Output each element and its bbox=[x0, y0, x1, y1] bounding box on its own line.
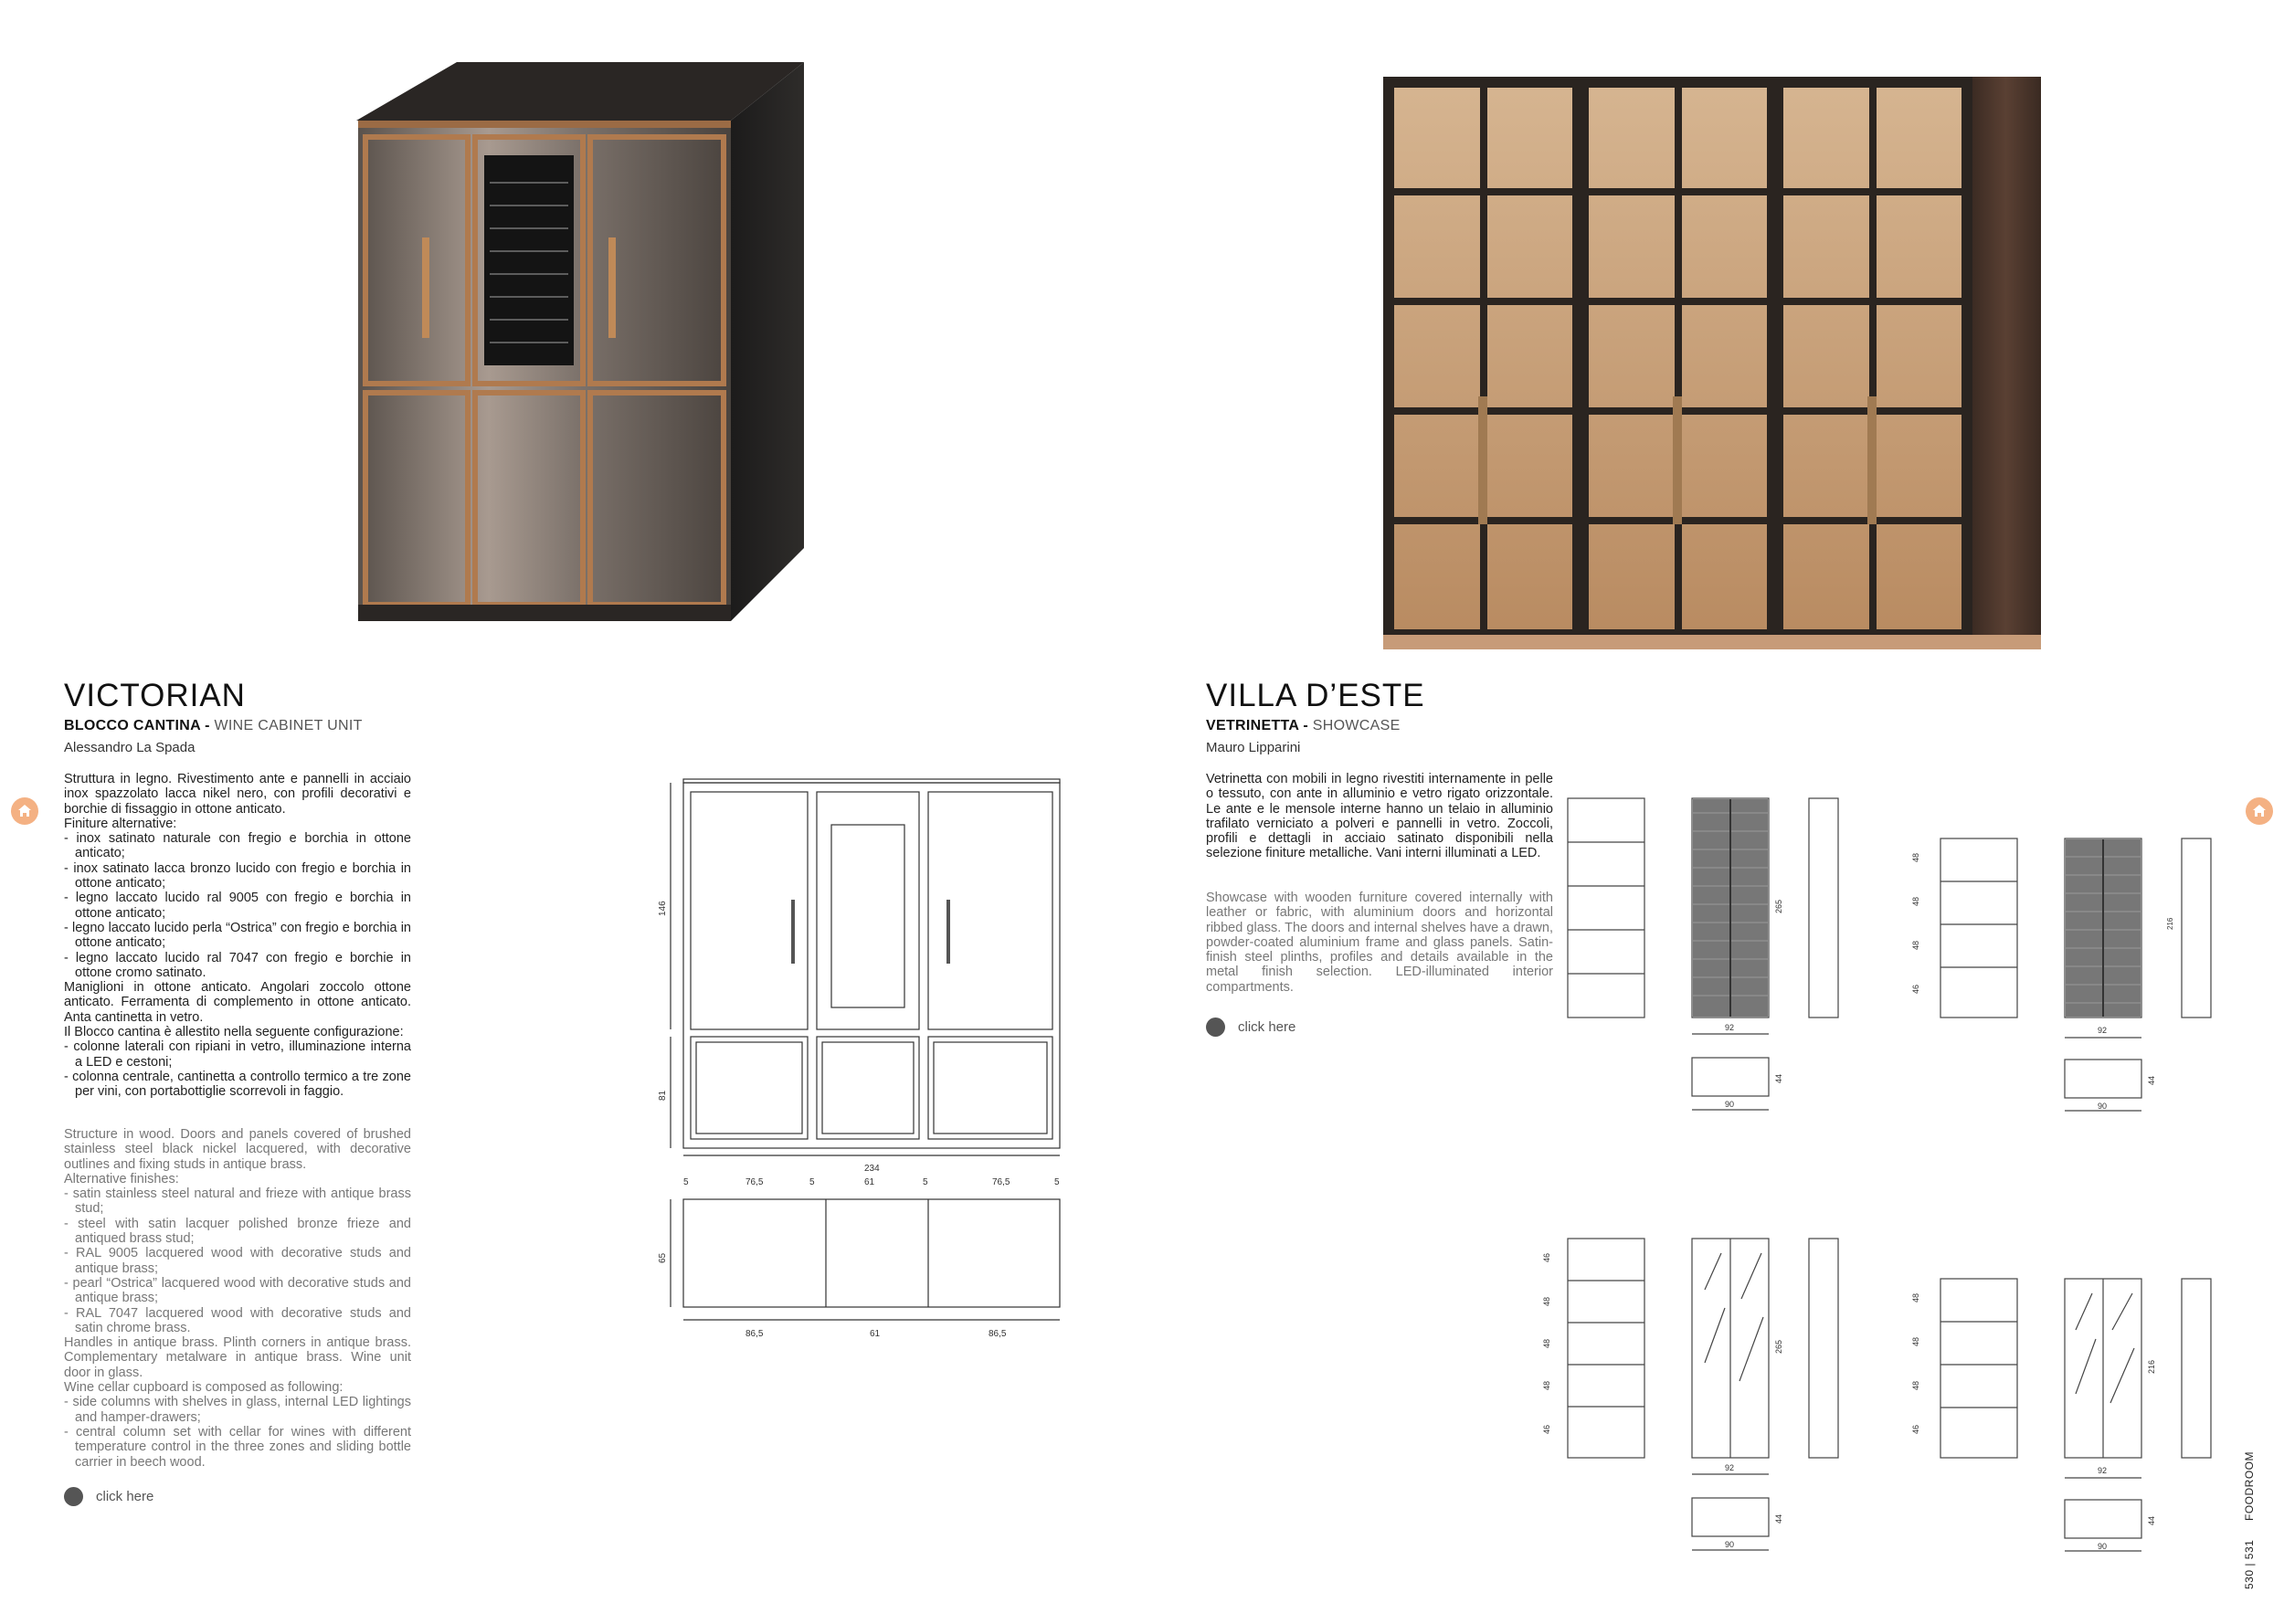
dimension-height-top: 146 bbox=[658, 901, 668, 916]
home-icon bbox=[2251, 803, 2268, 819]
home-button-right[interactable] bbox=[2246, 797, 2273, 825]
desc-it-line: - colonna centrale, cantinetta a controllo termico a tre zone per vini, con portabottiglie scorrevoli in faggio. bbox=[64, 1069, 411, 1100]
victorian-subtitle-en: WINE CABINET UNIT bbox=[214, 718, 363, 733]
desc-it-line: - legno laccato lucido perla “Ostrica” con fregio e borchia in ottone anticato; bbox=[64, 920, 411, 951]
dimension-height: 265 bbox=[1774, 1339, 1783, 1354]
villa-subtitle-en: SHOWCASE bbox=[1312, 718, 1401, 733]
victorian-subtitle-it: BLOCCO CANTINA - bbox=[64, 718, 215, 733]
dimension-plan-width: 86,5 bbox=[745, 1329, 764, 1339]
desc-it-line: - colonne laterali con ripiani in vetro, illuminazione interna a LED e cestoni; bbox=[64, 1039, 411, 1070]
villa-click-label: click here bbox=[1238, 1019, 1296, 1035]
victorian-technical-drawing bbox=[658, 772, 1078, 1347]
dot-icon bbox=[1206, 1018, 1225, 1037]
dimension-total-width: 234 bbox=[864, 1164, 880, 1174]
home-button-left[interactable] bbox=[11, 797, 38, 825]
villa-drawing-4 bbox=[1900, 1275, 2165, 1567]
dimension-plan-width: 90 bbox=[2098, 1102, 2108, 1111]
victorian-click-label: click here bbox=[96, 1489, 154, 1504]
desc-en-line: Handles in antique brass. Plinth corners in antique brass. Complementary metalware in antique brass. Wine unit door in glass. bbox=[64, 1335, 411, 1380]
villa-description-it: Vetrinetta con mobili in legno rivestiti internamente in pelle o tessuto, con ante in alluminio e vetro rigato orizzontale. Le ante e le mensole interne hanno un telaio in alluminio trafilato verniciato a polveri e pannelli in vetro. Zoccoli, profili e dettagli in acciaio satinato disponibili nella selezione finiture metalliche. Vani interni illuminati a LED. bbox=[1206, 772, 1553, 861]
desc-en-line: Wine cellar cupboard is composed as following: bbox=[64, 1380, 344, 1396]
victorian-description-en bbox=[64, 1127, 411, 1470]
villa-side-view-2 bbox=[2166, 838, 2216, 1018]
villa-side-view-3 bbox=[1807, 1239, 1844, 1458]
dimension-plan-depth: 65 bbox=[658, 1252, 668, 1263]
dimension-depth: 44 bbox=[2147, 1075, 2156, 1085]
victorian-title: VICTORIAN bbox=[64, 678, 246, 713]
dimension-depth: 44 bbox=[1774, 1513, 1783, 1524]
desc-en-line: - satin stainless steel natural and frieze with antique brass stud; bbox=[64, 1186, 411, 1217]
villa-deste-product-photo bbox=[1383, 77, 2041, 649]
dimension-plan-width: 90 bbox=[1725, 1540, 1735, 1549]
desc-it-line: - inox satinato naturale con fregio e borchia in ottone anticato; bbox=[64, 831, 411, 861]
victorian-product-photo bbox=[347, 55, 804, 630]
desc-en-line: - central column set with cellar for wines with different temperature control in the three zones and sliding bottle carrier in beech wood. bbox=[64, 1424, 411, 1470]
dimension-shelf: 48 bbox=[1911, 1336, 1920, 1346]
dimension-segment: 5 bbox=[1054, 1177, 1060, 1187]
dimension-segment: 5 bbox=[809, 1177, 815, 1187]
dimension-shelf: 48 bbox=[1911, 1380, 1920, 1390]
desc-it-line: Struttura in legno. Rivestimento ante e pannelli in acciaio inox spazzolato lacca nikel nero, con profili decorativi e borchie di fissaggio in ottone anticato. bbox=[64, 772, 411, 817]
dimension-segment: 5 bbox=[683, 1177, 689, 1187]
dimension-shelf: 48 bbox=[1542, 1296, 1551, 1306]
dimension-plan-width: 90 bbox=[2098, 1542, 2108, 1551]
villa-side-view-1 bbox=[1807, 798, 1844, 1018]
dimension-shelf: 46 bbox=[1911, 984, 1920, 994]
dimension-shelf: 46 bbox=[1911, 1424, 1920, 1434]
dimension-segment: 5 bbox=[923, 1177, 928, 1187]
villa-side-view-4 bbox=[2180, 1279, 2216, 1458]
dimension-shelf: 46 bbox=[1542, 1252, 1551, 1262]
dimension-width: 92 bbox=[2098, 1466, 2108, 1475]
dot-icon bbox=[64, 1487, 83, 1506]
desc-en-line: Structure in wood. Doors and panels covered of brushed stainless steel black nickel lacquered, with decorative outlines and fixing studs in antique brass. bbox=[64, 1127, 411, 1172]
villa-drawing-1 bbox=[1553, 795, 1800, 1123]
desc-en-line: - pearl “Ostrica” lacquered wood with decorative studs and antique brass; bbox=[64, 1275, 411, 1306]
desc-it-line: Maniglioni in ottone anticato. Angolari zoccolo ottone anticato. Ferramenta di complemento in ottone anticato. Anta cantinetta in vetro. bbox=[64, 980, 411, 1025]
villa-deste-designer: Mauro Lipparini bbox=[1206, 740, 1301, 755]
home-icon bbox=[16, 803, 33, 819]
villa-deste-subtitle bbox=[1206, 718, 1401, 734]
desc-it-line: - legno laccato lucido ral 7047 con fregio e borchie in ottone cromo satinato. bbox=[64, 950, 411, 980]
section-label: FOODROOM bbox=[2243, 1451, 2256, 1521]
dimension-shelf: 48 bbox=[1911, 1292, 1920, 1302]
victorian-subtitle bbox=[64, 718, 363, 734]
victorian-click-here-link[interactable] bbox=[64, 1487, 153, 1506]
dimension-plan-width: 86,5 bbox=[989, 1329, 1007, 1339]
desc-en-line: - RAL 9005 lacquered wood with decorative studs and antique brass; bbox=[64, 1246, 411, 1276]
villa-drawing-2 bbox=[1900, 835, 2165, 1127]
dimension-depth: 44 bbox=[1774, 1073, 1783, 1083]
dimension-plan-width: 61 bbox=[870, 1329, 881, 1339]
dimension-height: 216 bbox=[2147, 1359, 2156, 1374]
villa-deste-title: VILLA D’ESTE bbox=[1206, 678, 1425, 713]
desc-en-line: - steel with satin lacquer polished bronze frieze and antiqued brass stud; bbox=[64, 1216, 411, 1247]
dimension-segment: 76,5 bbox=[745, 1177, 764, 1187]
dimension-height-bottom: 81 bbox=[658, 1090, 668, 1101]
dimension-plan-width: 90 bbox=[1725, 1100, 1735, 1109]
desc-it-line: Il Blocco cantina è allestito nella seguente configurazione: bbox=[64, 1025, 404, 1040]
dimension-height: 265 bbox=[1774, 899, 1783, 913]
dimension-segment: 76,5 bbox=[992, 1177, 1010, 1187]
desc-it-line: - inox satinato lacca bronzo lucido con fregio e borchia in ottone anticato; bbox=[64, 860, 411, 891]
desc-it-line: - legno laccato lucido ral 9005 con fregio e borchia in ottone anticato; bbox=[64, 891, 411, 921]
dimension-width: 92 bbox=[2098, 1026, 2108, 1035]
villa-description-en: Showcase with wooden furniture covered internally with leather or fabric, with aluminium doors and horizontal ribbed glass. The doors and internal shelves have a drawn, powder-coated aluminium frame and glass panels. Satin-finish steel plinths, profiles and details available in the metal finish selection. LED-illuminated interior compartments. bbox=[1206, 891, 1553, 995]
dimension-width: 92 bbox=[1725, 1023, 1735, 1032]
dimension-height: 216 bbox=[2166, 917, 2174, 930]
victorian-description-it bbox=[64, 772, 411, 1100]
dimension-shelf: 46 bbox=[1542, 1424, 1551, 1434]
page-numbers: 530 | 531 bbox=[2243, 1539, 2256, 1589]
desc-en-line: Alternative finishes: bbox=[64, 1171, 179, 1186]
desc-it-line: Finiture alternative: bbox=[64, 816, 177, 831]
villa-subtitle-it: VETRINETTA - bbox=[1206, 718, 1313, 733]
desc-en-line: - RAL 7047 lacquered wood with decorative studs and satin chrome brass. bbox=[64, 1305, 411, 1335]
villa-click-here-link[interactable] bbox=[1206, 1018, 1295, 1037]
victorian-designer: Alessandro La Spada bbox=[64, 740, 196, 755]
dimension-shelf: 48 bbox=[1911, 852, 1920, 862]
dimension-width: 92 bbox=[1725, 1463, 1735, 1472]
dimension-shelf: 48 bbox=[1542, 1380, 1551, 1390]
dimension-shelf: 48 bbox=[1911, 896, 1920, 906]
dimension-shelf: 48 bbox=[1542, 1338, 1551, 1348]
desc-en-line: - side columns with shelves in glass, internal LED lightings and hamper-drawers; bbox=[64, 1395, 411, 1425]
dimension-depth: 44 bbox=[2147, 1515, 2156, 1525]
dimension-shelf: 48 bbox=[1911, 940, 1920, 950]
villa-drawing-3 bbox=[1531, 1235, 1805, 1564]
dimension-segment: 61 bbox=[864, 1177, 875, 1187]
